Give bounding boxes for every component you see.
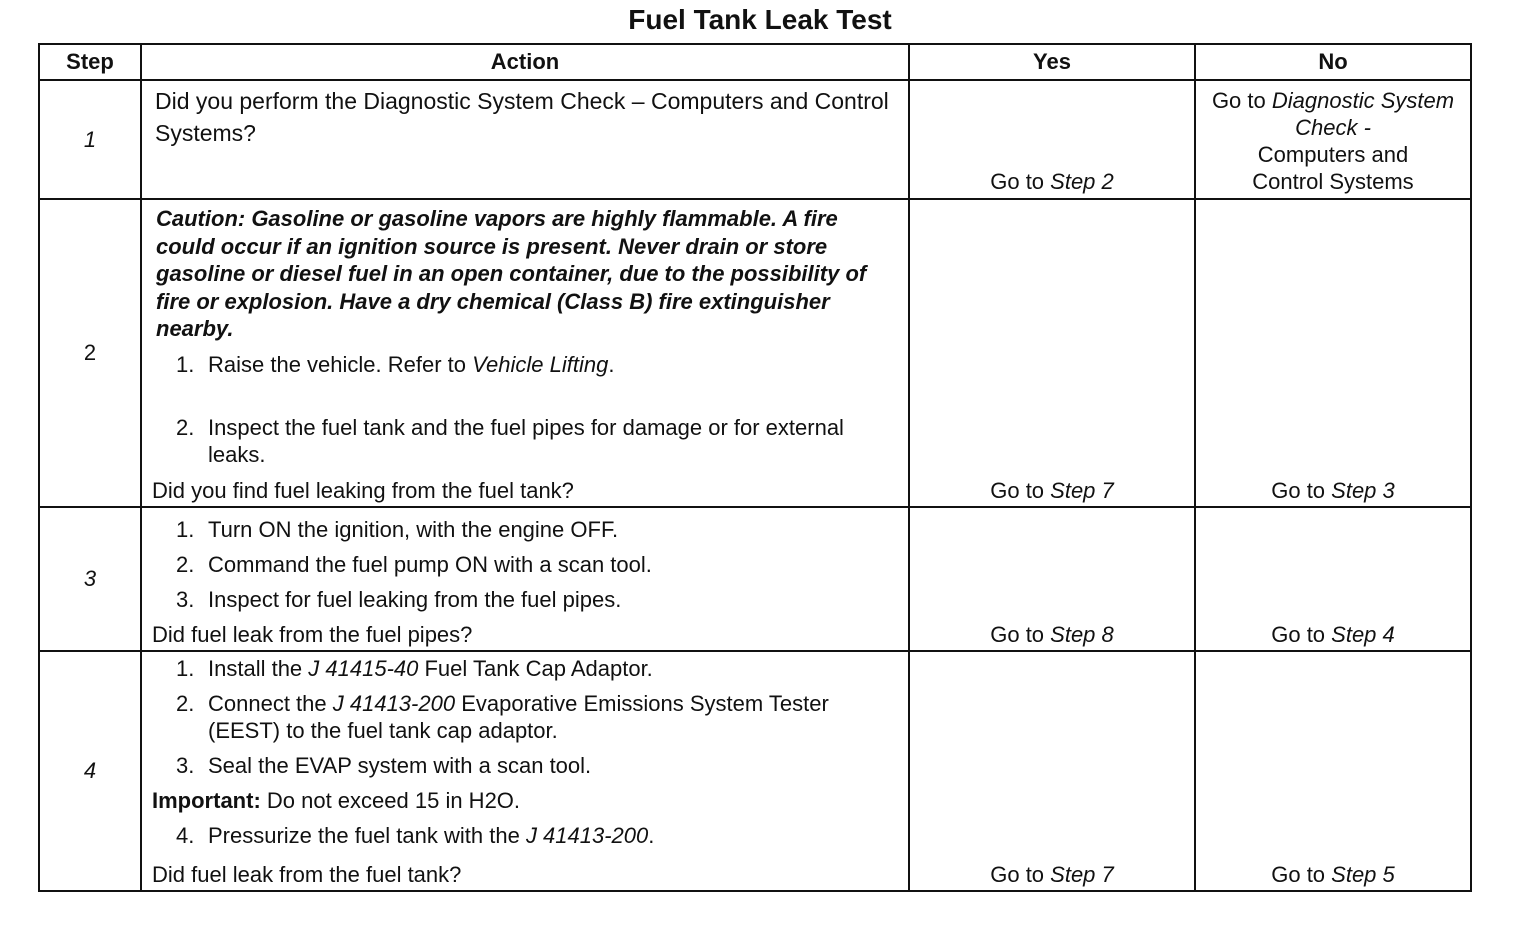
list-item: 2. Connect the J 41413-200 Evaporative Emissions System Tester (EEST) to the fuel tank cap adaptor. [176, 691, 829, 743]
list-item: 1. Install the J 41415-40 Fuel Tank Cap Adaptor. [176, 656, 653, 681]
step-link[interactable]: Step 2 [1050, 169, 1114, 194]
no-result: Go to Step 3 [1271, 478, 1395, 503]
action-cell [141, 199, 909, 507]
action-cell [141, 507, 909, 651]
yes-result: Go to Step 7 [990, 478, 1114, 503]
tool-reference: J 41413-200 [332, 691, 456, 716]
step-number: 4 [39, 651, 141, 891]
yes-cell [909, 80, 1195, 199]
no-cell [1195, 80, 1471, 199]
step-link[interactable]: Step 7 [1050, 862, 1114, 887]
page-title: Fuel Tank Leak Test [628, 4, 892, 35]
yes-cell [909, 199, 1195, 507]
yes-result: Go to Step 8 [990, 622, 1114, 647]
step-number: 3 [39, 507, 141, 651]
tool-reference: J 41415-40 [308, 656, 419, 681]
header-row [39, 44, 1471, 80]
procedure-link-continued[interactable]: Computers and Control Systems [1252, 142, 1414, 194]
header-no: No [1195, 44, 1471, 80]
yes-cell [909, 507, 1195, 651]
procedure-list [142, 508, 908, 617]
question-text: Did you find fuel leaking from the fuel tank? [152, 478, 574, 503]
yes-result: Go to Step 2 [990, 169, 1114, 194]
no-cell [1195, 199, 1471, 507]
step-number: 1 [39, 80, 141, 199]
table-row [39, 199, 1471, 507]
no-result: Go to Step 5 [1271, 862, 1395, 887]
tool-reference: J 41413-200 [525, 823, 649, 848]
step-number: 2 [39, 199, 141, 507]
procedure-link[interactable]: Diagnostic System Check - [1271, 88, 1455, 140]
yes-result: Go to Step 7 [990, 862, 1114, 887]
list-item: 2. Command the fuel pump ON with a scan tool. [176, 552, 652, 577]
action-text: Did you perform the Diagnostic System Check – Computers and Control Systems? [155, 88, 889, 146]
procedure-list [142, 351, 908, 468]
list-item: 2. Inspect the fuel tank and the fuel pipes for damage or for external leaks. [176, 414, 844, 467]
important-note: Important: Do not exceed 15 in H2O. [152, 788, 521, 813]
header-action: Action [141, 44, 909, 80]
step-link[interactable]: Step 8 [1050, 622, 1114, 647]
diagnostic-table [38, 43, 1472, 892]
no-result: Go to Diagnostic System Check - Computers and Control Systems [1211, 88, 1455, 194]
action-cell [141, 80, 909, 199]
action-cell [141, 651, 909, 891]
list-item: 3. Seal the EVAP system with a scan tool. [176, 753, 592, 778]
yes-cell [909, 651, 1195, 891]
table-row [39, 80, 1471, 199]
list-item: 1. Turn ON the ignition, with the engine OFF. [176, 517, 619, 542]
caution-text: Caution: Gasoline or gasoline vapors are highly flammable. A fire could occur if an ignition source is present. Never drain or store gasoline or diesel fuel in an open container, due to the possibility of fire or explosion. Have a dry chemical (Class B) fire extinguisher nearby. [156, 206, 867, 341]
header-yes: Yes [909, 44, 1195, 80]
question-text: Did fuel leak from the fuel tank? [152, 862, 462, 887]
no-result: Go to Step 4 [1271, 622, 1395, 647]
reference-link[interactable]: Vehicle Lifting [472, 351, 609, 377]
question-text: Did fuel leak from the fuel pipes? [152, 622, 473, 647]
procedure-list [142, 652, 908, 849]
step-link[interactable]: Step 4 [1331, 622, 1395, 647]
no-cell [1195, 507, 1471, 651]
step-link[interactable]: Step 5 [1331, 862, 1395, 887]
list-item: 1. Raise the vehicle. Refer to Vehicle Lifting. [176, 351, 615, 377]
list-item: 4. Pressurize the fuel tank with the J 41413-200. [176, 823, 655, 848]
table-row [39, 507, 1471, 651]
step-link[interactable]: Step 3 [1331, 478, 1395, 503]
header-step: Step [39, 44, 141, 80]
table-row [39, 651, 1471, 891]
list-item: 3. Inspect for fuel leaking from the fuel pipes. [176, 587, 622, 612]
no-cell [1195, 651, 1471, 891]
step-link[interactable]: Step 7 [1050, 478, 1114, 503]
